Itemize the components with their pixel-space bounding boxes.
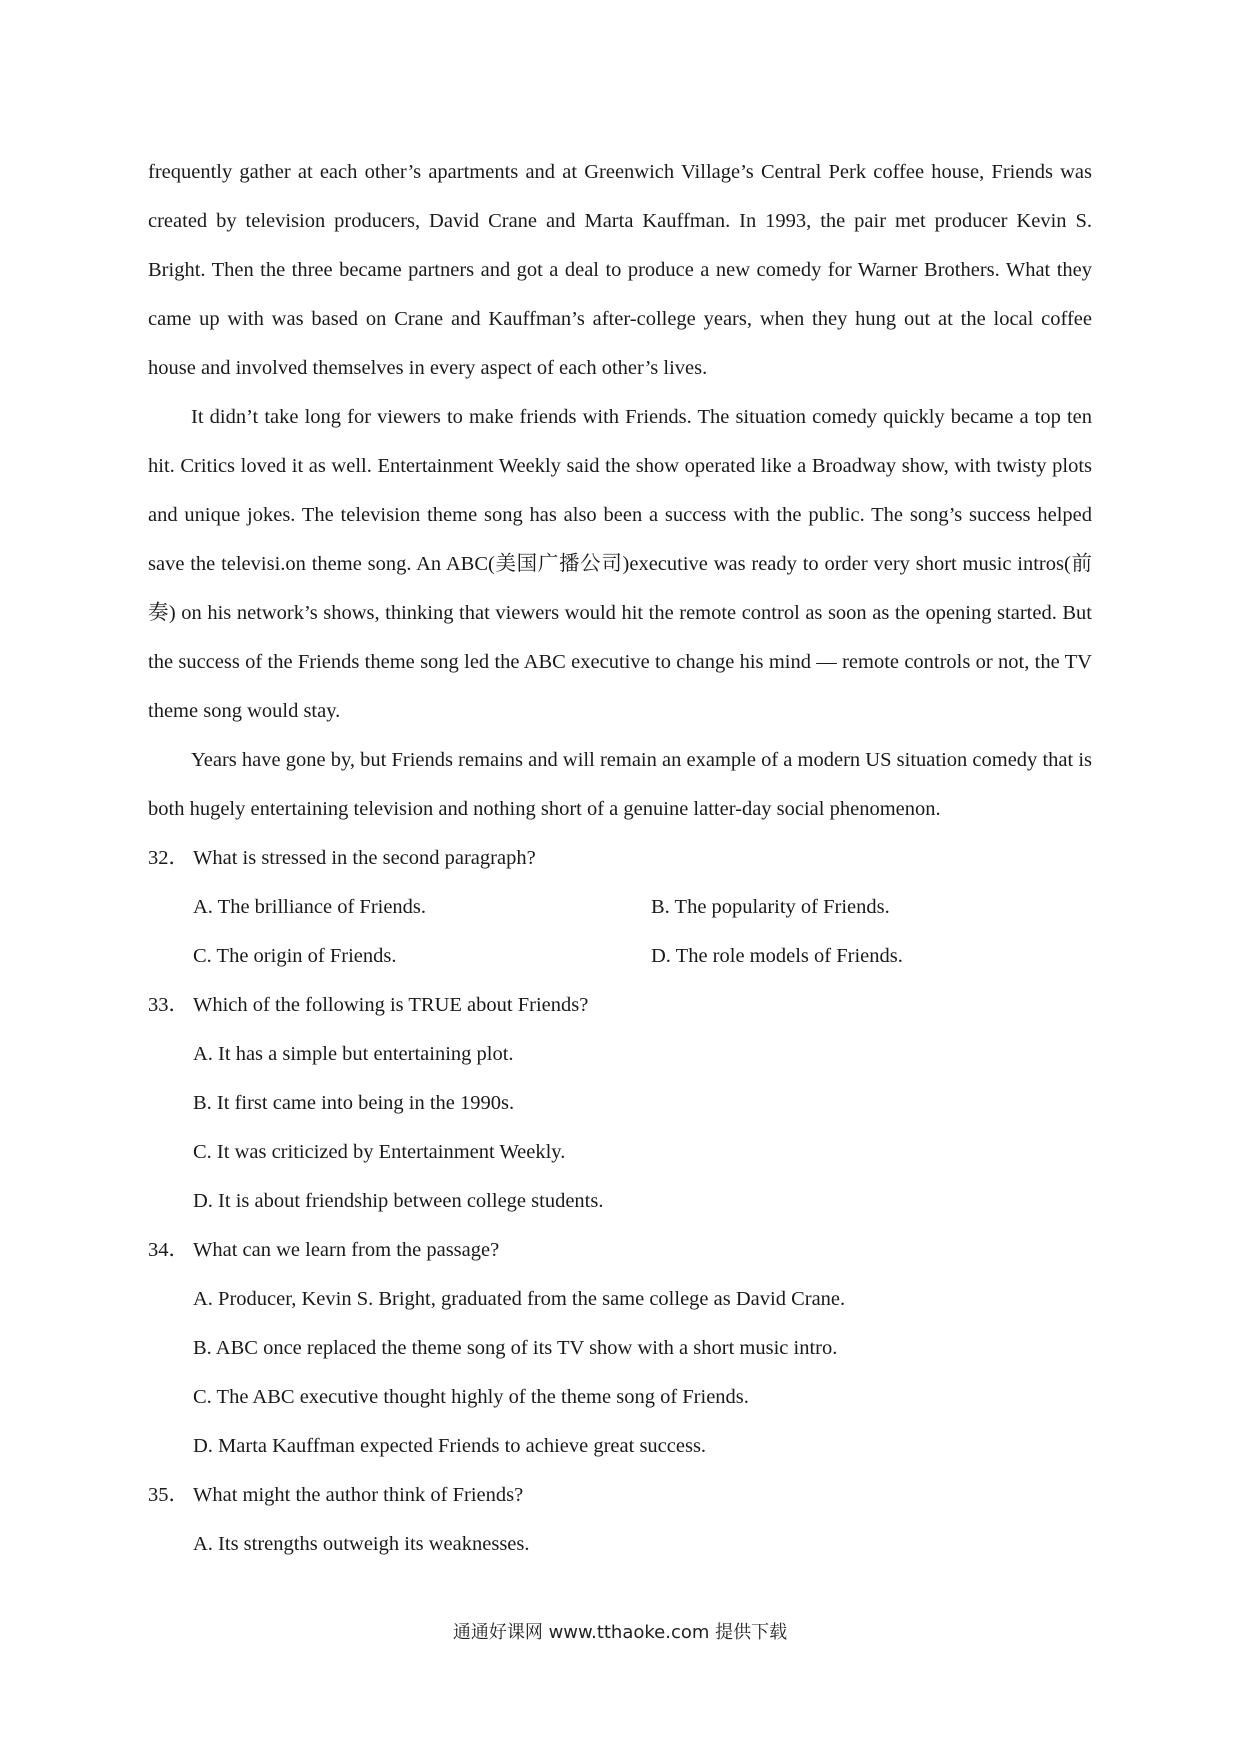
passage-paragraph-1: frequently gather at each other’s apartments and at Greenwich Village’s Central Perk coffee house, Friends was created by television producers, David Crane and Marta Kauffman. In 1993, the pair met producer Kevin S. Bright. Then the three became partners and got a deal to produce a new comedy for Warner Brothers. What they came up with was based on Crane and Kauffman’s after-college years, when they hung out at the local coffee house and involved themselves in every aspect of each other’s lives. (148, 161, 1092, 379)
option-a: A. Its strengths outweigh its weaknesses. (193, 1533, 530, 1555)
option-d: D. The role models of Friends. (651, 945, 903, 967)
option-d: D. It is about friendship between college students. (193, 1190, 604, 1212)
answer-options (148, 1030, 1092, 1226)
question-35 (148, 1471, 1092, 1569)
question-text: What is stressed in the second paragraph? (193, 847, 536, 869)
option-a: A. Producer, Kevin S. Bright, graduated from the same college as David Crane. (193, 1288, 846, 1310)
page-content (148, 148, 1092, 1569)
option-b: B. The popularity of Friends. (651, 896, 890, 918)
option-c: C. The origin of Friends. (193, 945, 397, 967)
option-a: A. It has a simple but entertaining plot. (193, 1043, 514, 1065)
question-number: 33． (148, 994, 189, 1016)
question-stem (148, 1471, 1092, 1520)
option-c: C. It was criticized by Entertainment Weekly. (193, 1141, 566, 1163)
option-d: D. Marta Kauffman expected Friends to achieve great success. (193, 1435, 707, 1457)
answer-options (148, 1275, 1092, 1471)
option-b: B. ABC once replaced the theme song of its TV show with a short music intro. (193, 1337, 838, 1359)
question-stem (148, 981, 1092, 1030)
question-number: 34． (148, 1239, 189, 1261)
answer-options (148, 883, 1092, 981)
passage-paragraph-3: Years have gone by, but Friends remains and will remain an example of a modern US situation comedy that is both hugely entertaining television and nothing short of a genuine latter-day social phenomenon. (148, 749, 1092, 820)
answer-options (148, 1520, 1092, 1569)
question-stem (148, 834, 1092, 883)
page-footer: 通通好课网 www.tthaoke.com 提供下载 (452, 1622, 788, 1643)
question-number: 35． (148, 1484, 189, 1506)
question-number: 32． (148, 847, 189, 869)
option-c: C. The ABC executive thought highly of the theme song of Friends. (193, 1386, 749, 1408)
question-text: What might the author think of Friends? (193, 1484, 524, 1506)
question-stem (148, 1226, 1092, 1275)
option-b: B. It first came into being in the 1990s. (193, 1092, 515, 1114)
option-a: A. The brilliance of Friends. (193, 896, 427, 918)
question-text: What can we learn from the passage? (193, 1239, 500, 1261)
question-33 (148, 981, 1092, 1226)
question-text: Which of the following is TRUE about Friends? (193, 994, 589, 1016)
question-32 (148, 834, 1092, 981)
question-34 (148, 1226, 1092, 1471)
passage-paragraph-2: It didn’t take long for viewers to make friends with Friends. The situation comedy quickly became a top ten hit. Critics loved it as well. Entertainment Weekly said the show operated like a Broadway show, with twisty plots and unique jokes. The television theme song has also been a success with the public. The song’s success helped save the televisi.on theme song. An ABC(美国广播公司)executive was ready to order very short music intros(前奏) on his network’s shows, thinking that viewers would hit the remote control as soon as the opening started. But the success of the Friends theme song led the ABC executive to change his mind — remote controls or not, the TV theme song would stay. (148, 406, 1092, 722)
